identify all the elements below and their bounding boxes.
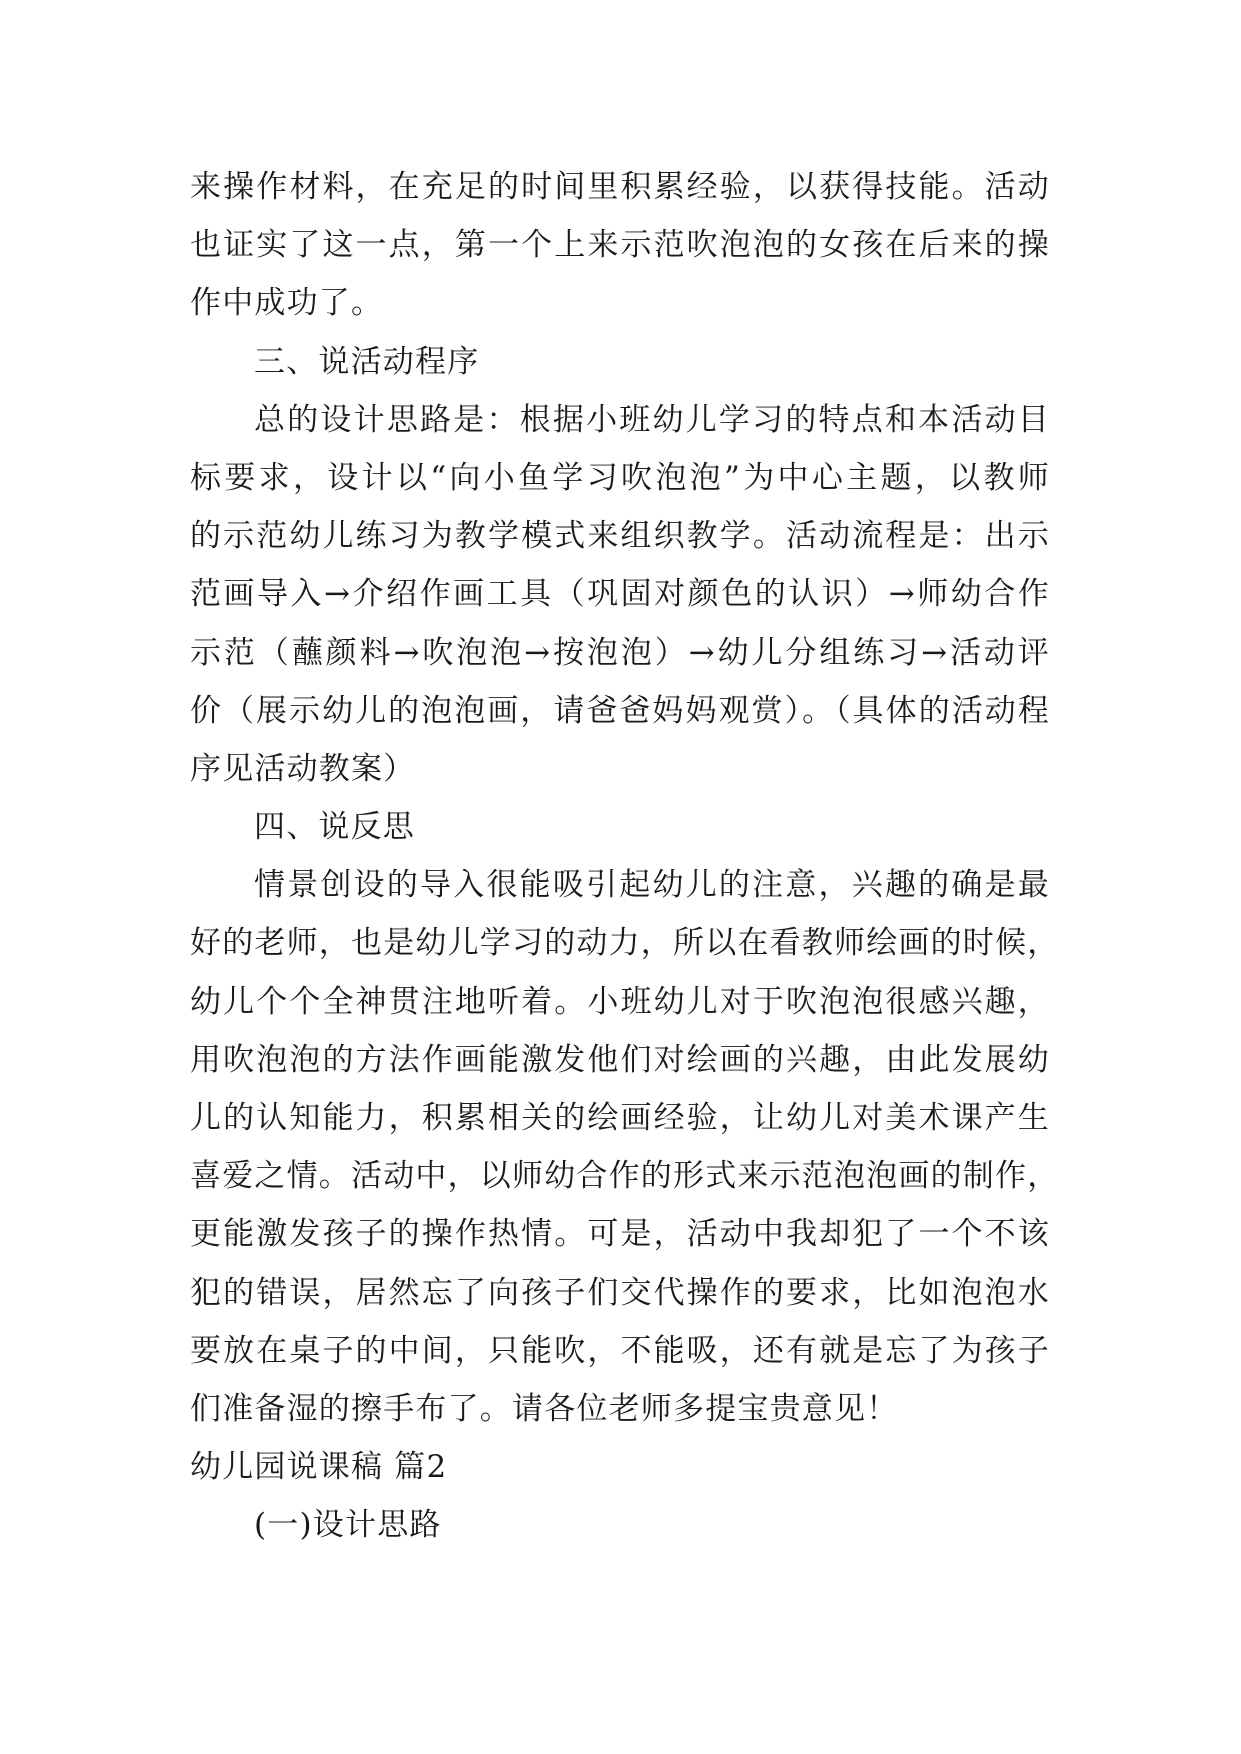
paragraph-line: 范画导入→介绍作画工具（巩固对颜色的认识）→师幼合作 bbox=[190, 576, 1050, 613]
document-body bbox=[190, 158, 1060, 1555]
section-heading: 三、说活动程序 bbox=[254, 343, 480, 380]
paragraph-line: 序见活动教案） bbox=[190, 750, 416, 787]
paragraph-line: 好的老师，也是幼儿学习的动力，所以在看教师绘画的时候， bbox=[190, 925, 1060, 962]
paragraph-line: 情景创设的导入很能吸引起幼儿的注意，兴趣的确是最 bbox=[254, 867, 1050, 904]
article-title: 幼儿园说课稿 篇2 bbox=[190, 1449, 448, 1486]
paragraph-line: 用吹泡泡的方法作画能激发他们对绘画的兴趣，由此发展幼 bbox=[190, 1041, 1050, 1078]
paragraph-line: 犯的错误，居然忘了向孩子们交代操作的要求，比如泡泡水 bbox=[190, 1274, 1050, 1311]
paragraph-line: 标要求，设计以“向小鱼学习吹泡泡”为中心主题，以教师 bbox=[190, 459, 1050, 496]
paragraph-line: 也证实了这一点，第一个上来示范吹泡泡的女孩在后来的操 bbox=[190, 227, 1050, 264]
paragraph-line: 来操作材料，在充足的时间里积累经验，以获得技能。活动 bbox=[190, 169, 1050, 205]
paragraph-line: 们准备湿的擦手布了。请各位老师多提宝贵意见！ bbox=[190, 1390, 899, 1427]
paragraph-line: 总的设计思路是：根据小班幼儿学习的特点和本活动目 bbox=[254, 401, 1050, 438]
paragraph-line: 的示范幼儿练习为教学模式来组织教学。活动流程是：出示 bbox=[190, 518, 1050, 555]
paragraph-line: 喜爱之情。活动中，以师幼合作的形式来示范泡泡画的制作， bbox=[190, 1158, 1060, 1195]
paragraph-line: 要放在桌子的中间，只能吹，不能吸，还有就是忘了为孩子 bbox=[190, 1332, 1050, 1369]
paragraph-line: 作中成功了。 bbox=[190, 285, 384, 322]
paragraph-line: 幼儿个个全神贯注地听着。小班幼儿对于吹泡泡很感兴趣， bbox=[190, 983, 1050, 1020]
paragraph-line: 示范（蘸颜料→吹泡泡→按泡泡）→幼儿分组练习→活动评 bbox=[190, 634, 1050, 671]
paragraph-line: 价（展示幼儿的泡泡画，请爸爸妈妈观赏）。（具体的活动程 bbox=[190, 692, 1050, 729]
paragraph-line: 更能激发孩子的操作热情。可是，活动中我却犯了一个不该 bbox=[190, 1216, 1050, 1253]
paragraph-line: 儿的认知能力，积累相关的绘画经验，让幼儿对美术课产生 bbox=[190, 1100, 1050, 1136]
section-heading: (一)设计思路 bbox=[254, 1507, 442, 1544]
section-heading: 四、说反思 bbox=[254, 809, 415, 846]
